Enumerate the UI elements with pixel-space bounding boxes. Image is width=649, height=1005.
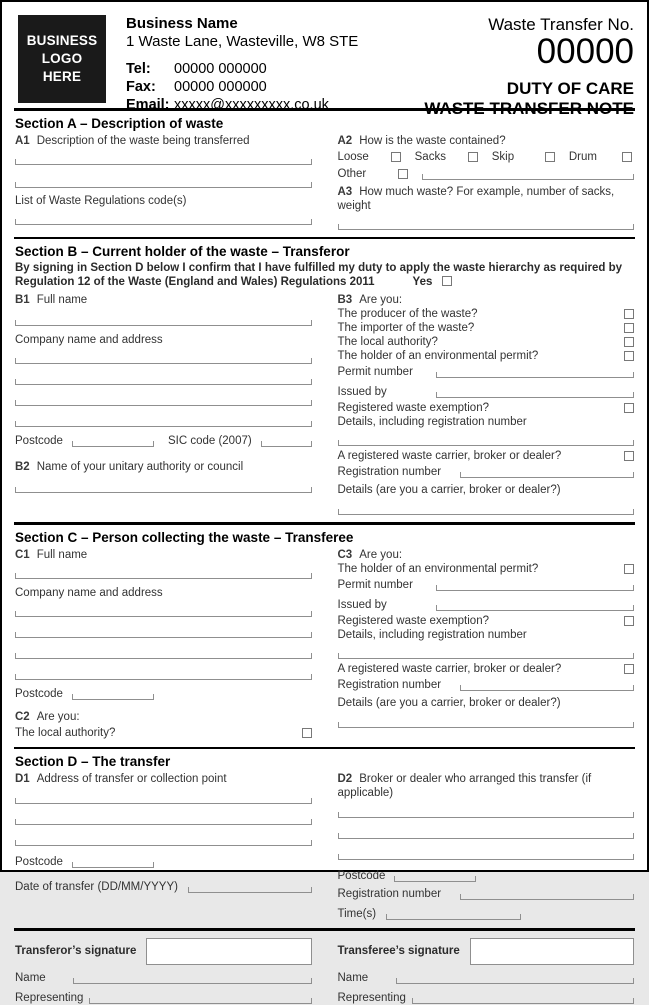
carrier-question-row: A registered waste carrier, broker or dealer? xyxy=(338,449,635,463)
date-of-transfer-field-line[interactable] xyxy=(188,887,312,893)
tel-label: Tel: xyxy=(126,61,151,77)
other-field-line[interactable] xyxy=(422,174,635,180)
container-option-skip: Skip xyxy=(492,150,569,165)
sic-code-field-line[interactable] xyxy=(261,441,312,447)
tel-value: 00000 000000 xyxy=(174,61,267,77)
other-checkbox[interactable] xyxy=(398,169,408,179)
transferee-representing-field-line[interactable] xyxy=(412,998,635,1004)
transferee-signature-block xyxy=(338,938,635,1005)
section-b-right xyxy=(338,293,635,515)
postcode-label: Postcode xyxy=(15,856,63,868)
tel-row xyxy=(126,60,424,78)
date-of-transfer-row xyxy=(15,880,312,894)
broker-field-line[interactable] xyxy=(338,854,635,860)
carrier-details-label: Details (are you a carrier, broker or dealer?) xyxy=(337,484,561,496)
date-of-transfer-label: Date of transfer (DD/MM/YYYY) xyxy=(15,881,178,893)
a3-field-line[interactable] xyxy=(338,224,635,230)
transferee-name-field-line[interactable] xyxy=(396,978,635,984)
postcode-row xyxy=(338,869,635,883)
loose-checkbox[interactable] xyxy=(391,152,401,162)
form-header xyxy=(13,2,636,118)
skip-checkbox[interactable] xyxy=(545,152,555,162)
times-field-line[interactable] xyxy=(386,914,521,920)
postcode-field-line[interactable] xyxy=(394,876,476,882)
section-b-title: Section B – Current holder of the waste – Transferor xyxy=(15,244,350,259)
company-field-line[interactable] xyxy=(15,358,312,364)
producer-checkbox[interactable] xyxy=(624,309,634,319)
postcode-label: Postcode xyxy=(15,687,63,700)
company-field-line[interactable] xyxy=(15,421,312,427)
representing-label: Representing xyxy=(15,991,84,1004)
postcode-field-line[interactable] xyxy=(72,694,154,700)
company-name-address-label: Company name and address xyxy=(15,586,163,599)
permit-number-row xyxy=(338,578,635,592)
c2-local-authority-checkbox[interactable] xyxy=(302,728,312,738)
exemption-details-field-line[interactable] xyxy=(338,440,635,446)
fax-row xyxy=(126,78,424,96)
doc-title-line2: WASTE TRANSFER NOTE xyxy=(424,99,634,118)
representing-label: Representing xyxy=(337,991,406,1004)
b3-label: B3 Are you: xyxy=(337,294,403,306)
registration-number-row xyxy=(338,678,635,692)
registration-number-field-line[interactable] xyxy=(460,685,635,691)
section-b-left xyxy=(15,293,312,515)
transferee-signature-box[interactable] xyxy=(470,938,634,965)
postcode-sic-row xyxy=(15,434,312,448)
times-label: Time(s) xyxy=(337,908,377,920)
c1-label: C1 Full name xyxy=(15,548,88,561)
issued-by-label: Issued by xyxy=(337,386,387,398)
company-field-line[interactable] xyxy=(15,632,312,638)
transferor-name-row xyxy=(15,971,312,985)
postcode-field-line[interactable] xyxy=(72,862,154,868)
exemption-details-field-line[interactable] xyxy=(338,653,635,659)
permit-number-field-line[interactable] xyxy=(436,372,635,378)
permit-holder-checkbox[interactable] xyxy=(624,564,634,574)
email-row xyxy=(126,96,424,114)
container-type-row xyxy=(338,150,635,165)
transferor-representing-row xyxy=(15,991,312,1005)
postcode-row xyxy=(15,855,312,869)
permit-number-label: Permit number xyxy=(337,578,413,591)
sacks-checkbox[interactable] xyxy=(468,152,478,162)
a1-field-line[interactable] xyxy=(15,159,312,165)
c2-label: C2 Are you: xyxy=(15,710,80,723)
local-authority-question-row: The local authority? xyxy=(338,335,635,349)
d2-label: D2 Broker or dealer who arranged this transfer (if applicable) xyxy=(337,773,592,799)
email-label: Email: xyxy=(126,97,170,113)
signatures-section xyxy=(13,931,636,1005)
sic-code-label: SIC code (2007) xyxy=(167,435,252,447)
address-field-line[interactable] xyxy=(15,819,312,825)
transferor-representing-field-line[interactable] xyxy=(89,998,312,1004)
local-authority-checkbox[interactable] xyxy=(624,337,634,347)
carrier-details-field-line[interactable] xyxy=(338,509,635,515)
carrier-details-field-line[interactable] xyxy=(338,722,635,728)
transferee-representing-row xyxy=(338,991,635,1005)
registration-number-label: Registration number xyxy=(337,678,442,691)
carrier-checkbox[interactable] xyxy=(624,664,634,674)
transferor-signature-row xyxy=(15,938,312,965)
logo-text-line: LOGO xyxy=(41,51,83,66)
section-a-left xyxy=(15,134,312,230)
a1-field-line-2[interactable] xyxy=(15,182,312,188)
producer-question-row: The producer of the waste? xyxy=(338,307,635,321)
transferor-signature-block xyxy=(15,938,312,1005)
permit-number-label: Permit number xyxy=(337,366,413,378)
c3-label: C3 Are you: xyxy=(337,548,403,561)
registration-number-row xyxy=(338,465,635,479)
business-logo-placeholder xyxy=(18,15,106,103)
transferor-signature-box[interactable] xyxy=(146,938,311,965)
b1-fullname-field-line[interactable] xyxy=(15,320,312,326)
fax-value: 00000 000000 xyxy=(174,79,267,95)
c1-fullname-field-line[interactable] xyxy=(15,573,312,579)
registration-number-row xyxy=(338,887,635,901)
drum-checkbox[interactable] xyxy=(622,152,632,162)
b2-label: B2 Name of your unitary authority or council xyxy=(15,461,244,473)
transfer-no-value: 00000 xyxy=(536,32,634,71)
broker-field-line[interactable] xyxy=(338,833,635,839)
company-name-address-label: Company name and address xyxy=(15,334,163,346)
transferor-signature-label: Transferor’s signature xyxy=(15,945,137,957)
company-field-line[interactable] xyxy=(15,674,312,680)
logo-text-line: HERE xyxy=(42,69,82,84)
section-c-right xyxy=(338,548,635,740)
b2-field-line[interactable] xyxy=(15,487,312,493)
company-field-line[interactable] xyxy=(15,400,312,406)
declaration-yes-checkbox[interactable] xyxy=(442,276,452,286)
business-name: Business Name xyxy=(126,15,238,32)
container-option-loose: Loose xyxy=(338,150,415,165)
section-d-title: Section D – The transfer xyxy=(15,754,171,769)
a3-label: A3 How much waste? For example, number of sacks, weight xyxy=(337,185,615,212)
permit-holder-checkbox[interactable] xyxy=(624,351,634,361)
exemption-question-row: Registered waste exemption? xyxy=(338,401,635,415)
d1-label: D1 Address of transfer or collection point xyxy=(15,773,227,785)
section-c-left xyxy=(15,548,312,740)
issued-by-row xyxy=(338,598,635,612)
transfer-no-label: Waste Transfer No. xyxy=(488,15,634,34)
permit-number-field-line[interactable] xyxy=(436,585,635,591)
container-option-sacks: Sacks xyxy=(415,150,492,165)
regulations-codes-field-line[interactable] xyxy=(15,219,312,225)
section-d-right xyxy=(338,772,635,921)
carrier-checkbox[interactable] xyxy=(624,451,634,461)
doc-title-line1: DUTY OF CARE xyxy=(506,79,634,98)
exemption-checkbox[interactable] xyxy=(624,403,634,413)
exemption-details-label: Details, including registration number xyxy=(337,416,527,428)
carrier-question-row: A registered waste carrier, broker or dealer? xyxy=(338,662,635,676)
issued-by-row xyxy=(338,385,635,399)
exemption-question-row: Registered waste exemption? xyxy=(338,614,635,628)
business-details xyxy=(126,15,424,114)
issued-by-label: Issued by xyxy=(337,598,387,611)
importer-question-row: The importer of the waste? xyxy=(338,321,635,335)
permit-holder-question-row: The holder of an environmental permit? xyxy=(338,349,635,363)
section-a xyxy=(13,111,636,237)
section-d-left xyxy=(15,772,312,921)
company-field-line[interactable] xyxy=(15,379,312,385)
registration-number-field-line[interactable] xyxy=(460,894,635,900)
a2-label: A2 How is the waste contained? xyxy=(337,134,506,147)
container-option-drum: Drum xyxy=(569,150,634,165)
regulations-codes-label: List of Waste Regulations code(s) xyxy=(15,194,187,207)
section-c xyxy=(13,525,636,747)
name-label: Name xyxy=(337,971,369,984)
broker-field-line[interactable] xyxy=(338,812,635,818)
section-c-title: Section C – Person collecting the waste – Transferee xyxy=(15,529,354,545)
transferee-signature-row xyxy=(338,938,635,965)
transferor-name-field-line[interactable] xyxy=(73,978,312,984)
registration-number-label: Registration number xyxy=(337,466,442,478)
a1-label: A1 Description of the waste being transferred xyxy=(15,134,250,147)
logo-text-line: BUSINESS xyxy=(26,33,98,48)
email-value: xxxxx@xxxxxxxxx.co.uk xyxy=(174,97,329,113)
section-b xyxy=(13,239,636,522)
exemption-details-label: Details, including registration number xyxy=(337,628,527,641)
other-label: Other xyxy=(337,167,367,180)
container-option-other xyxy=(338,167,635,182)
business-address: 1 Waste Lane, Wasteville, W8 STE xyxy=(126,33,359,50)
permit-holder-question-row: The holder of an environmental permit? xyxy=(338,562,635,576)
postcode-row xyxy=(15,687,312,701)
permit-number-row xyxy=(338,365,635,379)
document-title-block xyxy=(424,15,634,119)
b1-label: B1 Full name xyxy=(15,294,88,306)
postcode-field-line[interactable] xyxy=(72,441,154,447)
name-label: Name xyxy=(15,971,46,984)
registration-number-label: Registration number xyxy=(337,888,442,900)
waste-hierarchy-declaration: By signing in Section D below I confirm that I have fulfilled my duty to apply the waste hierarchy as required by Regulation 12 of the Waste (England and Wales) Regulations 2011 Yes xyxy=(15,262,623,288)
address-field-line[interactable] xyxy=(15,840,312,846)
c2-local-authority-row: The local authority? xyxy=(15,726,312,740)
transferee-name-row xyxy=(338,971,635,985)
exemption-checkbox[interactable] xyxy=(624,616,634,626)
yes-label: Yes xyxy=(412,275,433,288)
section-d xyxy=(13,749,636,928)
address-field-line[interactable] xyxy=(15,798,312,804)
section-a-title: Section A – Description of waste xyxy=(15,115,224,131)
transferee-signature-label: Transferee’s signature xyxy=(337,945,460,957)
postcode-label: Postcode xyxy=(337,870,386,882)
issued-by-field-line[interactable] xyxy=(436,605,635,611)
company-field-line[interactable] xyxy=(15,653,312,659)
fax-label: Fax: xyxy=(126,79,156,95)
section-a-right xyxy=(338,134,635,230)
carrier-details-label: Details (are you a carrier, broker or dealer?) xyxy=(337,696,561,709)
company-field-line[interactable] xyxy=(15,611,312,617)
postcode-label: Postcode xyxy=(15,435,63,447)
times-row xyxy=(338,907,635,921)
business-contact xyxy=(126,60,424,114)
issued-by-field-line[interactable] xyxy=(436,392,635,398)
registration-number-field-line[interactable] xyxy=(460,472,635,478)
importer-checkbox[interactable] xyxy=(624,323,634,333)
